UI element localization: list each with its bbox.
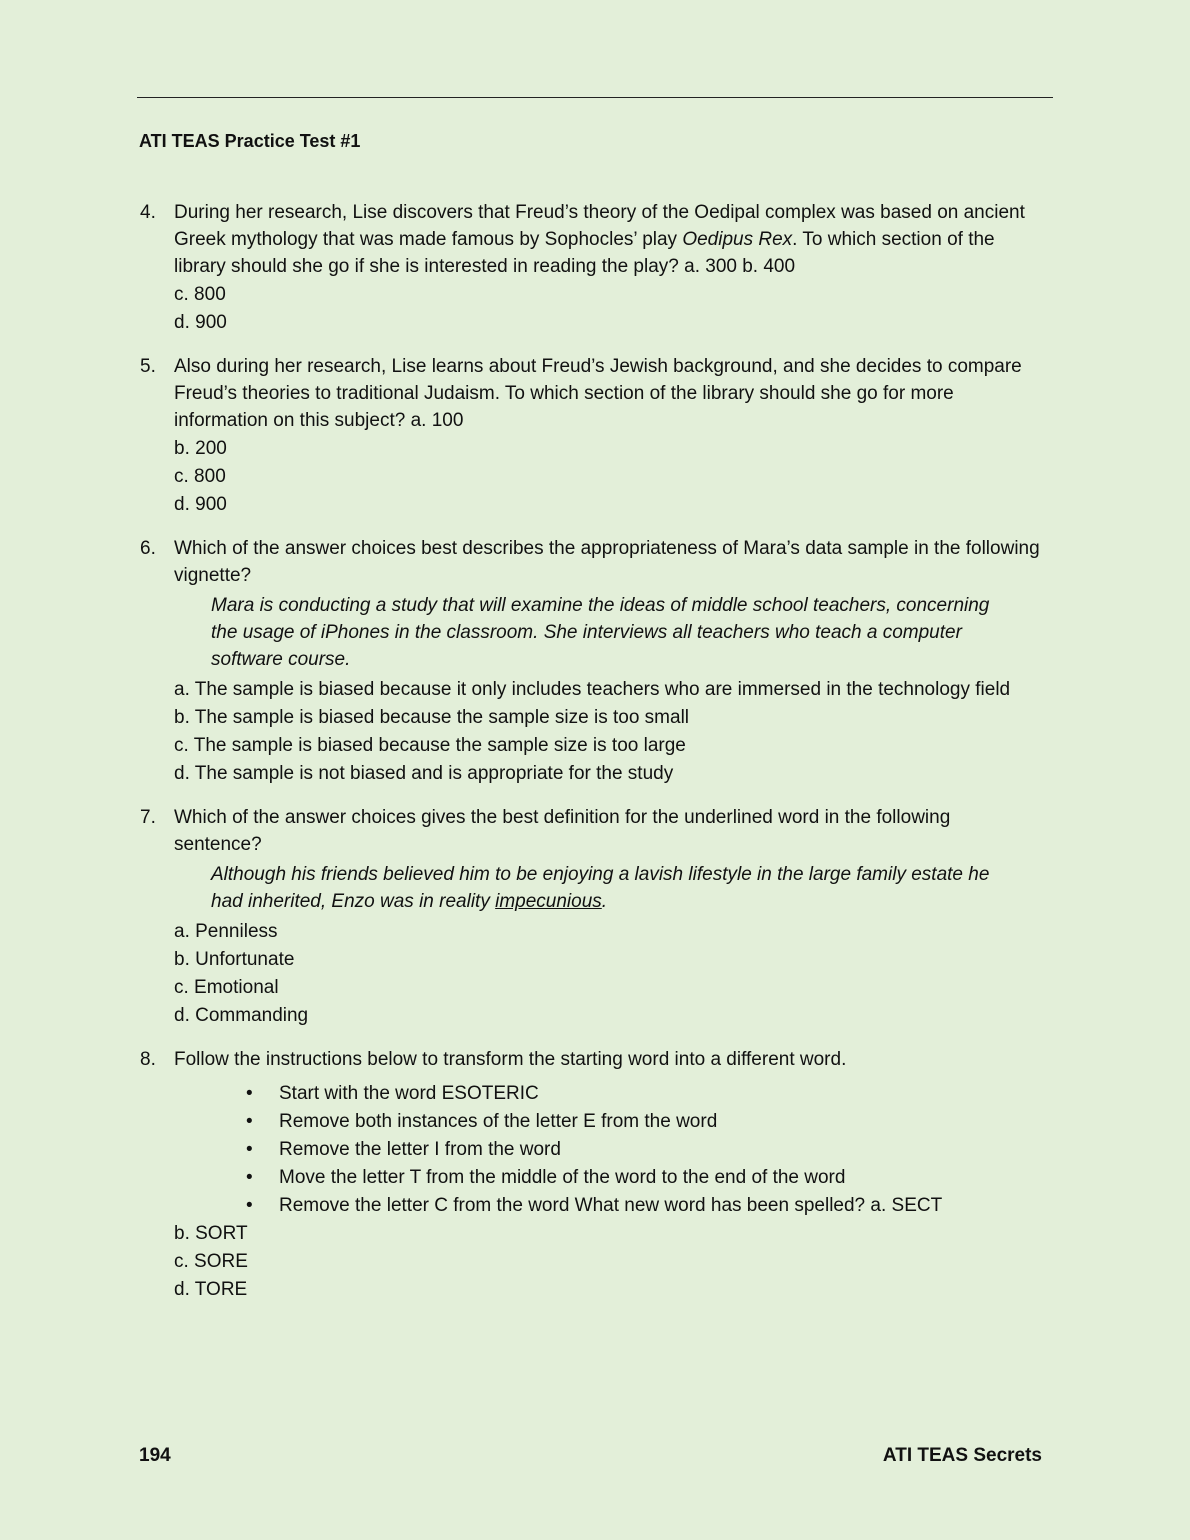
answer-option: d. Commanding [174, 1005, 309, 1026]
answer-option: d. TORE [174, 1279, 248, 1300]
bullet-icon: • [246, 1111, 253, 1132]
question-number: 6. [140, 538, 156, 559]
play-title: Oedipus Rex [682, 229, 793, 250]
question-number: 4. [140, 202, 156, 223]
question-number: 8. [140, 1049, 156, 1070]
answer-option: c. SORE [174, 1251, 248, 1272]
answer-option: a. Penniless [174, 921, 278, 942]
bullet-icon: • [246, 1195, 253, 1216]
bullet-icon: • [246, 1083, 253, 1104]
instruction-item: • Remove both instances of the letter E from the word [279, 1108, 1040, 1135]
answer-option: c. The sample is biased because the sample size is too large [174, 735, 686, 756]
answer-option: d. 900 [174, 494, 227, 515]
question-7 [140, 804, 1040, 1029]
instruction-list [174, 1080, 1040, 1219]
answer-option: b. 200 [174, 438, 227, 459]
instruction-item: • Move the letter T from the middle of the word to the end of the word [279, 1164, 1040, 1191]
answer-option: d. 900 [174, 312, 227, 333]
answer-option: c. 800 [174, 466, 226, 487]
question-8 [140, 1046, 1040, 1303]
answer-option: d. The sample is not biased and is appropriate for the study [174, 763, 674, 784]
answer-option: b. The sample is biased because the sample size is too small [174, 707, 690, 728]
book-title: ATI TEAS Secrets [882, 1445, 1042, 1466]
answer-option: b. SORT [174, 1223, 248, 1244]
bullet-icon: • [246, 1139, 253, 1160]
example-sentence: Although his friends believed him to be enjoying a lavish lifestyle in the large family estate he had inherited, Enzo was in reality impecunious. [211, 864, 990, 912]
bullet-icon: • [246, 1167, 253, 1188]
instruction-item: • Start with the word ESOTERIC [279, 1080, 1040, 1107]
page-header-title: ATI TEAS Practice Test #1 [139, 131, 361, 151]
question-number: 5. [140, 356, 156, 377]
question-stem: During her research, Lise discovers that Freud’s theory of the Oedipal complex was based on ancient Greek mythology that was made famous by Sophocles’ play Oedipus Rex. To which section of the library should she go if she is interested in reading the play? a. 300 b. 400 [174, 202, 1025, 277]
answer-option: a. The sample is biased because it only includes teachers who are immersed in the technology field [174, 679, 1011, 700]
question-4 [140, 199, 1040, 336]
instruction-item: • Remove the letter C from the word What new word has been spelled? a. SECT [279, 1192, 1040, 1219]
instruction-item: • Remove the letter I from the word [279, 1136, 1040, 1163]
question-stem: Which of the answer choices best describes the appropriateness of Mara’s data sample in the following vignette? [174, 538, 1040, 586]
question-6 [140, 535, 1040, 787]
question-5 [140, 353, 1040, 518]
vignette: Mara is conducting a study that will examine the ideas of middle school teachers, concerning the usage of iPhones in the classroom. She interviews all teachers who teach a computer software course. [211, 595, 990, 670]
answer-option: c. 800 [174, 284, 226, 305]
header-rule [137, 97, 1053, 98]
question-number: 7. [140, 807, 156, 828]
answer-option: b. Unfortunate [174, 949, 295, 970]
page-number: 194 [139, 1445, 171, 1466]
question-list [140, 199, 1040, 1320]
question-stem: Also during her research, Lise learns about Freud’s Jewish background, and she decides to compare Freud’s theories to traditional Judaism. To which section of the library should she go for more information on this subject? a. 100 [174, 356, 1022, 431]
answer-option: c. Emotional [174, 977, 279, 998]
underlined-word: impecunious [495, 891, 602, 912]
question-stem: Which of the answer choices gives the best definition for the underlined word in the following sentence? [174, 807, 951, 855]
question-stem: Follow the instructions below to transform the starting word into a different word. [174, 1049, 847, 1070]
